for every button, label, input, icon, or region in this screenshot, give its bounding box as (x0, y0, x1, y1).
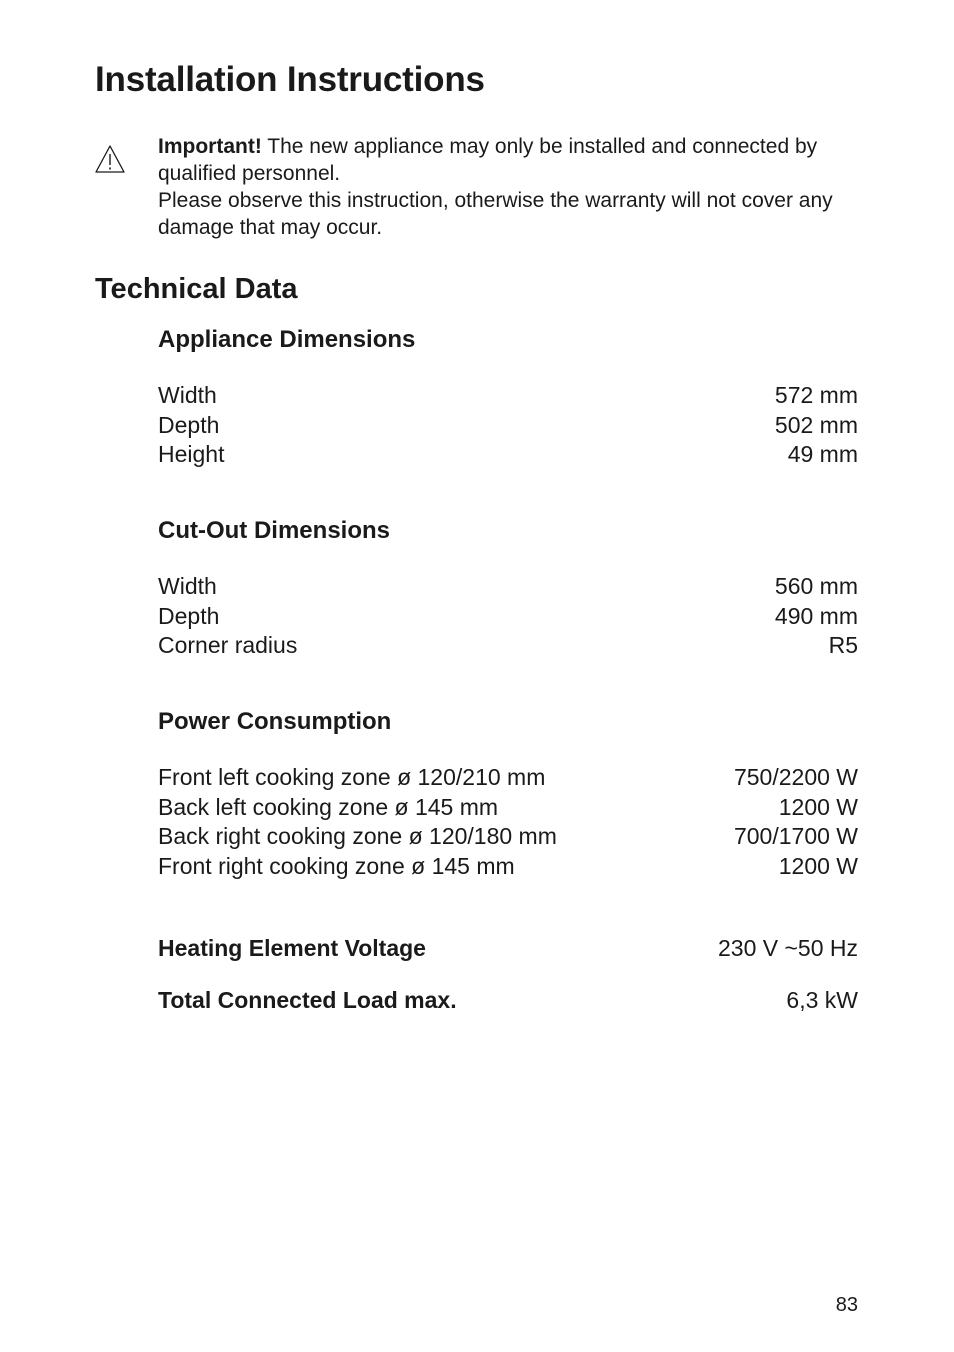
spec-row-back-left-zone (158, 793, 858, 823)
spec-row-depth (158, 411, 858, 441)
spec-value: 750/2200 W (733, 764, 858, 790)
spec-label: Front right cooking zone ø 145 mm (158, 852, 515, 879)
spec-value: 572 mm (774, 382, 858, 408)
technical-data-heading: Technical Data (95, 273, 298, 305)
spec-label: Height (158, 441, 225, 467)
heating-element-voltage-row (158, 933, 858, 963)
spec-row-width (158, 381, 858, 411)
spec-row-corner-radius (158, 631, 858, 661)
spec-label: Back right cooking zone ø 120/180 mm (158, 823, 557, 849)
spec-row-back-right-zone (158, 822, 858, 852)
spec-label: Width (158, 382, 217, 408)
spec-label: Depth (158, 602, 220, 629)
appliance-dimensions-heading: Appliance Dimensions (158, 326, 416, 353)
spec-label: Width (158, 573, 217, 599)
cut-out-dimensions-list (158, 572, 858, 661)
page-title: Installation Instructions (95, 60, 485, 99)
voltage-value: 230 V ~50 Hz (717, 935, 858, 961)
power-consumption-list (158, 763, 858, 881)
spec-value: 490 mm (774, 602, 858, 629)
spec-row-front-left-zone (158, 763, 858, 793)
spec-value: R5 (828, 632, 858, 658)
spec-value: 1200 W (778, 793, 858, 820)
spec-row-depth (158, 602, 858, 632)
spec-label: Front left cooking zone ø 120/210 mm (158, 764, 546, 790)
voltage-label: Heating Element Voltage (158, 935, 426, 961)
warning-triangle-icon (94, 144, 126, 174)
spec-label: Depth (158, 411, 220, 438)
notice-bold-label: Important! (158, 135, 262, 158)
important-notice (158, 133, 868, 241)
spec-row-front-right-zone (158, 852, 858, 882)
spec-value: 560 mm (774, 573, 858, 599)
spec-value: 502 mm (774, 411, 858, 438)
power-consumption-heading: Power Consumption (158, 708, 392, 735)
spec-label: Corner radius (158, 632, 298, 658)
spec-label: Back left cooking zone ø 145 mm (158, 793, 499, 820)
spec-value: 49 mm (787, 441, 858, 467)
appliance-dimensions-list (158, 381, 858, 470)
total-load-label: Total Connected Load max. (158, 987, 457, 1013)
page-number: 83 (835, 1294, 858, 1316)
spec-value: 1200 W (778, 852, 858, 879)
notice-line-2: Please observe this instruction, otherwise the warranty will not cover any damage that may occur. (158, 189, 833, 239)
total-connected-load-row (158, 985, 858, 1015)
cut-out-dimensions-heading: Cut-Out Dimensions (158, 517, 390, 544)
spec-value: 700/1700 W (733, 823, 858, 849)
spec-row-width (158, 572, 858, 602)
spec-row-height (158, 440, 858, 470)
notice-line-1: The new appliance may only be installed and connected by qualified personnel. (158, 135, 818, 185)
total-load-value: 6,3 kW (786, 987, 858, 1013)
